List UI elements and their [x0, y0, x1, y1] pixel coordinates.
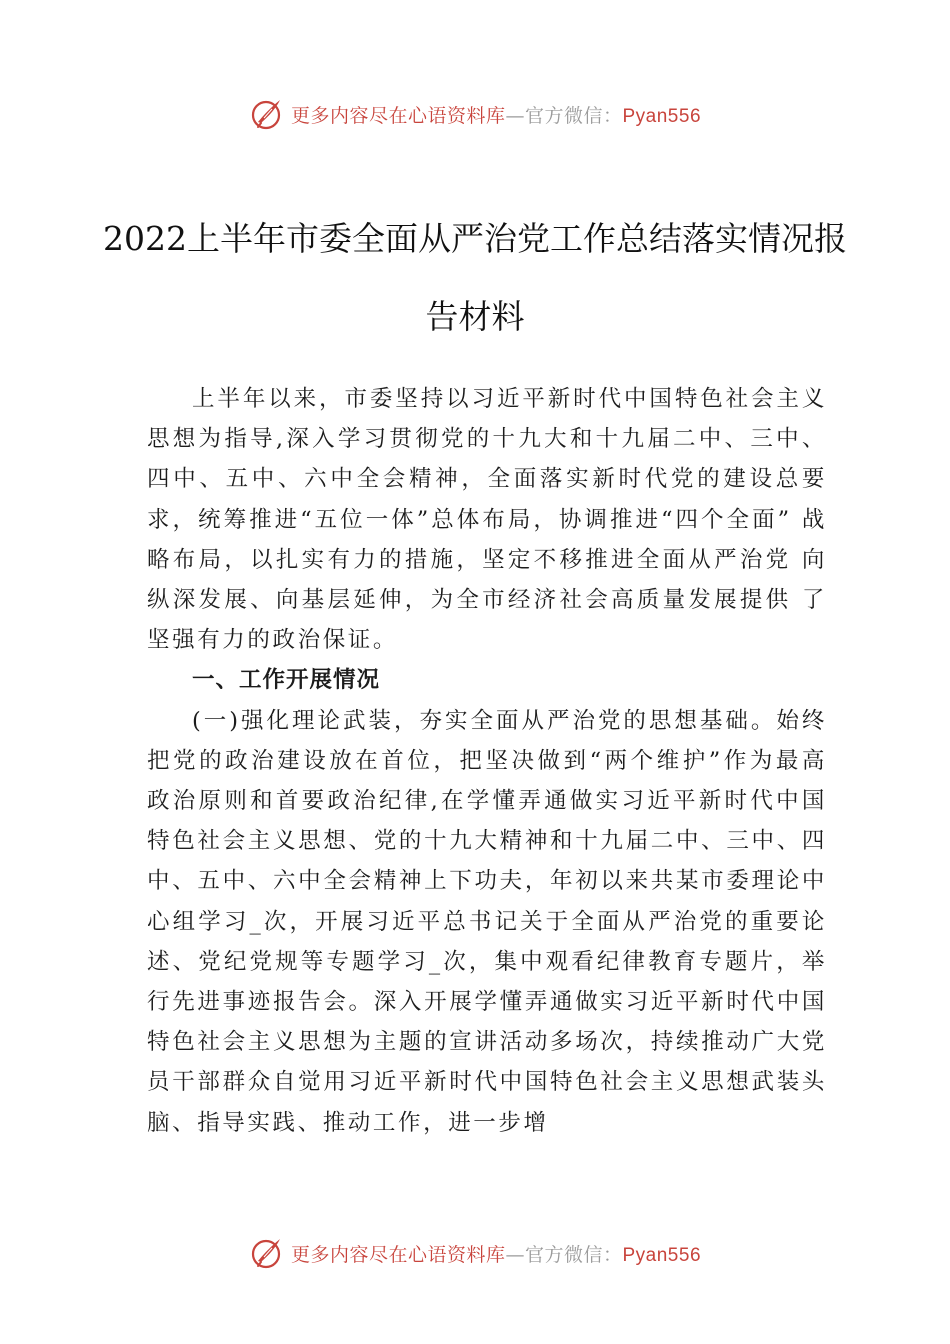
quill-pen-logo-icon: [249, 96, 285, 132]
document-body: [147, 379, 827, 1143]
document-title: 2022上半年市委全面从严治党工作总结落实情况报告材料: [103, 219, 847, 336]
intro-paragraph: 上半年以来，市委坚持以习近平新时代中国特色社会主义思想为指导,深入学习贯彻党的十九大和十九届二中、三中、四中、五中、六中全会精神，全面落实新时代党的建设总要求，统筹推进“五位一体”总体布局，协调推进“四个全面” 战略布局，以扎实有力的措施，坚定不移推进全面从严治党 向纵深发展、向基层延伸，为全市经济社会高质量发展提供 了坚强有力的政治保证。: [147, 386, 827, 654]
banner-text: 更多内容尽在心语资料库—官方微信：Pyan556: [290, 104, 702, 127]
banner-text: 更多内容尽在心语资料库—官方微信：Pyan556: [290, 1243, 702, 1266]
header-banner: [0, 94, 950, 134]
footer-banner: [0, 1233, 950, 1273]
section-paragraph: (一)强化理论武装，夯实全面从严治党的思想基础。始终把党的政治建设放在首位，把坚决做到“两个维护”作为最高政治原则和首要政治纪律,在学懂弄通做实习近平新时代中国特色社会主义思想、党的十九大精神和十九届二中、三中、四中、五中、六中全会精神上下功夫，年初以来共某市委理论中心组学习_次，开展习近平总书记关于全面从严治党的重要论述、党纪党规等专题学习_次，集中观看纪律教育专题片，举行先进事迹报告会。深入开展学懂弄通做实习近平新时代中国特色社会主义思想为主题的宣讲活动多场次，持续推动广大党员干部群众自觉用习近平新时代中国特色社会主义思想武装头脑、指导实践、推动工作，进一步增: [147, 707, 827, 1136]
quill-pen-logo-icon: [249, 1235, 285, 1271]
section-heading: 一、工作开展情况: [192, 667, 381, 694]
